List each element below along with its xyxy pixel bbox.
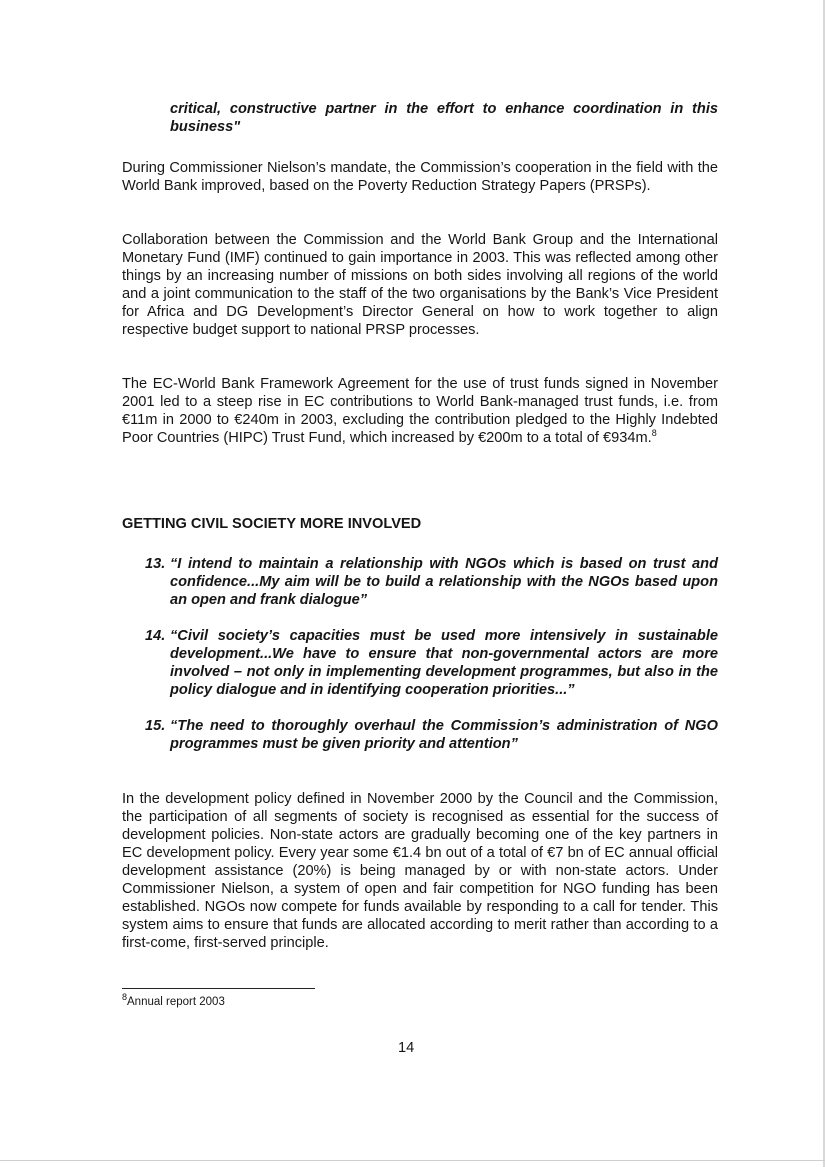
footnote xyxy=(122,992,225,1008)
page-number: 14 xyxy=(398,1040,415,1056)
quote-text: “I intend to maintain a relationship with NGOs which is based on trust and confidence...My aim will be to build a relationship with the NGOs based upon an open and frank dialogue” xyxy=(170,556,718,608)
paragraph-trust-funds xyxy=(122,375,718,447)
section-heading: GETTING CIVIL SOCIETY MORE INVOLVED xyxy=(122,516,422,532)
footnote-marker: 8 xyxy=(122,992,128,1003)
quote-continuation: critical, constructive partner in the effort to enhance coordination in this business" xyxy=(170,101,718,135)
quote-text: “The need to thoroughly overhaul the Commission’s administration of NGO programmes must be given priority and attention” xyxy=(170,718,718,752)
paragraph-imf-collaboration: Collaboration between the Commission and the World Bank Group and the International Monetary Fund (IMF) continued to gain importance in 2003. This was reflected among other things by an increasing number of missions on both sides involving all regions of the world and a joint communication to the staff of the two organisations by the Bank’s Vice President for Africa and DG Development’s Director General on how to work together to align respective budget support to national PRSP processes. xyxy=(122,232,718,338)
footnote-reference: 8 xyxy=(651,428,657,439)
quote-number: 13. xyxy=(145,556,166,572)
paragraph-non-state-actors: In the development policy defined in November 2000 by the Council and the Commission, the participation of all segments of society is recognised as essential for the success of development policies. Non-state actors are gradually becoming one of the key partners in EC development policy. Every year some €1.4 bn out of a total of €7 bn of EC annual official development assistance (20%) is being managed by or with non-state actors. Under Commissioner Nielson, a system of open and fair competition for NGO funding has been established. NGOs now compete for funds available by responding to a call for tender. This system aims to ensure that funds are allocated according to merit rather than according to a first-come, first-served principle. xyxy=(122,791,718,951)
quote-number: 14. xyxy=(145,628,166,644)
paragraph-cooperation-world-bank: During Commissioner Nielson’s mandate, the Commission’s cooperation in the field with the World Bank improved, based on the Poverty Reduction Strategy Papers (PRSPs). xyxy=(122,160,718,194)
quote-number: 15. xyxy=(145,718,166,734)
scan-edge xyxy=(0,1160,825,1161)
quote-item-14 xyxy=(145,627,718,699)
paragraph-trust-funds-text: The EC-World Bank Framework Agreement for the use of trust funds signed in November 2001 led to a steep rise in EC contributions to World Bank-managed trust funds, i.e. from €11m in 2000 to €240m in 2003, excluding the contribution pledged to the Highly Indebted Poor Countries (HIPC) Trust Fund, which increased by €200m to a total of €934m. xyxy=(122,376,718,446)
quote-item-15 xyxy=(145,717,718,753)
footnote-text: Annual report 2003 xyxy=(127,996,225,1008)
quote-item-13 xyxy=(145,555,718,609)
footnote-divider xyxy=(122,988,315,989)
quote-text: “Civil society’s capacities must be used more intensively in sustainable development...We have to ensure that non-governmental actors are more involved – not only in implementing development programmes, but also in the policy dialogue and in identifying cooperation priorities...” xyxy=(170,628,718,698)
